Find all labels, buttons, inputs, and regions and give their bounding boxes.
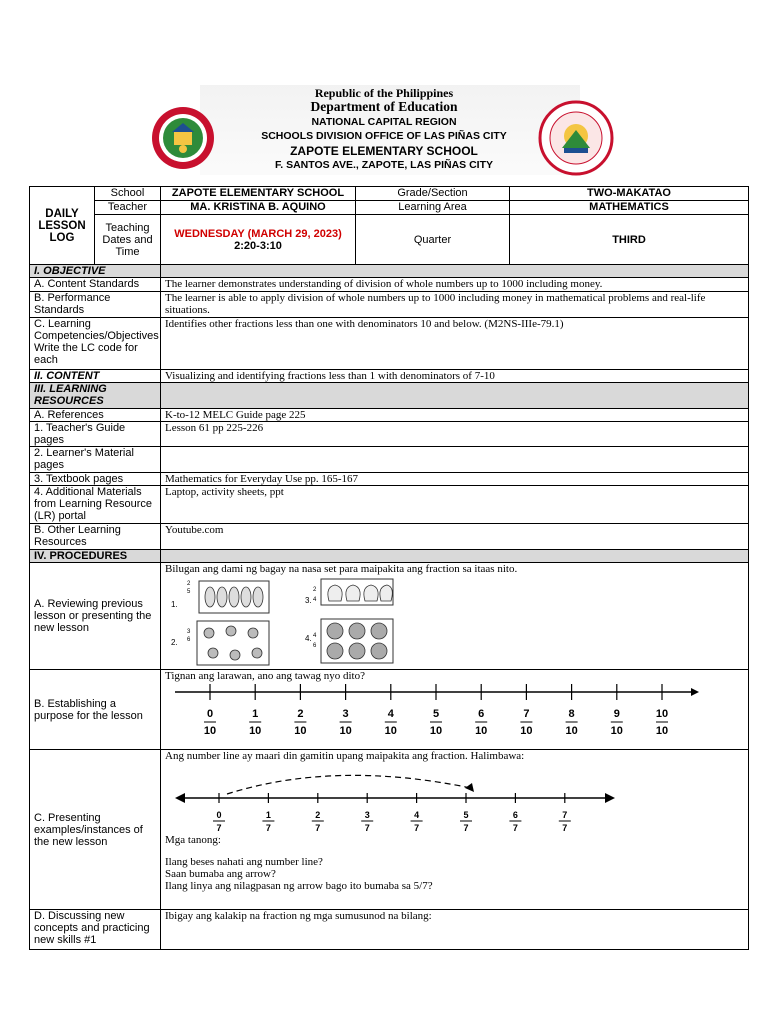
references-label: A. References <box>30 409 161 422</box>
fraction-denominator-9: 10 <box>610 725 623 737</box>
teacher-label: Teacher <box>95 201 161 215</box>
references-value: K-to-12 MELC Guide page 225 <box>161 409 749 422</box>
fraction-denominator-4: 7 <box>414 823 420 832</box>
fraction-numerator-9: 9 <box>613 708 620 720</box>
resources-heading: III. LEARNING RESOURCES <box>30 383 161 409</box>
content-value: Visualizing and identifying fractions less than 1 with denominators of 7-10 <box>161 370 749 383</box>
fraction-denominator-1: 10 <box>249 725 262 737</box>
additional-materials-value: Laptop, activity sheets, ppt <box>161 486 749 524</box>
fraction-denominator-0: 7 <box>216 823 222 832</box>
fraction-numerator-4: 4 <box>387 708 394 720</box>
fraction-denominator-6: 7 <box>512 823 518 832</box>
procedure-d-text: Ibigay ang kalakip na fraction ng mga sumusunod na bilang: <box>161 910 749 950</box>
item-3-denominator: 4 <box>313 597 317 603</box>
fraction-numerator-3: 3 <box>342 708 349 720</box>
area-label: Learning Area <box>356 201 510 215</box>
fraction-numerator-2: 2 <box>315 810 321 820</box>
fraction-numerator-7: 7 <box>562 810 568 820</box>
fraction-numerator-5: 5 <box>463 810 469 820</box>
number-line-arrowhead <box>691 688 699 696</box>
fraction-denominator-5: 10 <box>429 725 443 737</box>
fraction-denominator-2: 10 <box>294 725 307 737</box>
item-3-numerator: 2 <box>313 587 317 593</box>
fraction-numerator-2: 2 <box>297 708 304 720</box>
performance-standards-label: B. Performance Standards <box>30 292 161 318</box>
number-line-arrowhead-left <box>175 793 185 803</box>
procedure-b-content <box>161 670 749 750</box>
other-resources-value: Youtube.com <box>161 524 749 550</box>
set-1-objects <box>205 587 263 607</box>
fraction-denominator-7: 7 <box>562 823 568 832</box>
school-label: School <box>95 187 161 201</box>
fraction-sets-figure <box>165 575 425 667</box>
procedures-heading: IV. PROCEDURES <box>30 550 161 563</box>
quarter-label: Quarter <box>356 215 510 265</box>
fraction-numerator-6: 6 <box>512 810 518 820</box>
content-standards-label: A. Content Standards <box>30 278 161 292</box>
question-2: Saan bumaba ang arrow? <box>165 868 276 880</box>
content-standards-value: The learner demonstrates understanding of division of whole numbers up to 1000 including money. <box>161 278 749 292</box>
area-value: MATHEMATICS <box>510 201 749 215</box>
textbook-label: 3. Textbook pages <box>30 473 161 486</box>
fraction-numerator-0: 0 <box>206 708 214 720</box>
teachers-guide-value: Lesson 61 pp 225-226 <box>161 422 749 447</box>
republic-text: Republic of the Philippines <box>314 86 454 100</box>
item-2-numerator: 3 <box>187 629 191 635</box>
procedure-d-label: D. Discussing new concepts and practicing new skills #1 <box>30 910 161 950</box>
other-resources-label: B. Other Learning Resources <box>30 524 161 550</box>
fraction-denominator-3: 10 <box>339 725 352 737</box>
performance-standards-value: The learner is able to apply division of whole numbers up to 1000 including money in mathematical problems and real-life situations. <box>161 292 749 318</box>
time-value: 2:20-3:10 <box>234 239 282 252</box>
fraction-denominator-3: 7 <box>364 823 370 832</box>
fraction-numerator-1: 1 <box>252 708 259 720</box>
daily-lesson-log-label: DAILY LESSON LOG <box>30 187 95 265</box>
fraction-denominator-4: 10 <box>384 725 397 737</box>
fraction-numerator-1: 1 <box>265 810 271 820</box>
content-heading: II. CONTENT <box>30 370 161 383</box>
item-1-number: 1. <box>171 600 178 609</box>
number-line-arrowhead-right <box>605 793 615 803</box>
fraction-denominator-7: 10 <box>520 725 533 737</box>
fraction-denominator-8: 10 <box>565 725 578 737</box>
procedure-c-content <box>161 750 749 910</box>
fraction-denominator-1: 7 <box>265 823 271 832</box>
teacher-value: MA. KRISTINA B. AQUINO <box>161 201 356 215</box>
item-2-denominator: 6 <box>187 637 191 643</box>
fraction-denominator-5: 7 <box>463 823 469 832</box>
item-3-number: 3. <box>305 596 312 605</box>
item-4-numerator: 4 <box>313 633 317 639</box>
objective-heading: I. OBJECTIVE <box>30 265 161 278</box>
fraction-numerator-3: 3 <box>364 810 370 820</box>
item-1-numerator: 2 <box>187 581 191 587</box>
address-text: F. SANTOS AVE., ZAPOTE, LAS PIÑAS CITY <box>275 159 493 171</box>
competencies-value: Identifies other fractions less than one with denominators 10 and below. (M2NS-IIIe-79.1) <box>161 318 749 370</box>
procedure-c-label: C. Presenting examples/instances of the new lesson <box>30 750 161 910</box>
grade-value: TWO-MAKATAO <box>510 187 749 201</box>
date-time-cell <box>161 215 356 265</box>
school-name-text: ZAPOTE ELEMENTARY SCHOOL <box>290 144 478 158</box>
resources-heading-fill <box>161 383 749 409</box>
procedure-a-text: Bilugan ang dami ng bagay na nasa set para maipakita ang fraction sa itaas nito. <box>165 563 518 575</box>
procedure-b-text: Tignan ang larawan, ano ang tawag nyo dito? <box>165 670 365 682</box>
procedure-c-text: Ang number line ay maari din gamitin upang maipakita ang fraction. Halimbawa: <box>165 750 525 762</box>
fraction-denominator-10: 10 <box>655 725 669 737</box>
fraction-numerator-10: 10 <box>655 708 669 720</box>
department-text: Department of Education <box>310 99 458 114</box>
procedure-a-label: A. Reviewing previous lesson or presenting the new lesson <box>30 563 161 670</box>
fraction-denominator-2: 7 <box>315 823 321 832</box>
learners-material-label: 2. Learner's Material pages <box>30 447 161 473</box>
teachers-guide-label: 1. Teacher's Guide pages <box>30 422 161 447</box>
additional-materials-label: 4. Additional Materials from Learning Resource (LR) portal <box>30 486 161 524</box>
fraction-denominator-0: 10 <box>203 725 217 737</box>
fraction-denominator-6: 10 <box>475 725 488 737</box>
procedures-heading-fill <box>161 550 749 563</box>
number-line-sevenths <box>165 762 625 832</box>
item-4-denominator: 6 <box>313 643 317 649</box>
jump-arrowhead <box>465 783 474 792</box>
fraction-numerator-5: 5 <box>432 708 440 720</box>
jump-arrow <box>227 775 471 794</box>
procedure-b-label: B. Establishing a purpose for the lesson <box>30 670 161 750</box>
quarter-value: THIRD <box>510 215 749 265</box>
item-2-number: 2. <box>171 638 178 647</box>
school-value: ZAPOTE ELEMENTARY SCHOOL <box>161 187 356 201</box>
lesson-log-table <box>29 186 749 950</box>
date-value: WEDNESDAY (MARCH 29, 2023) <box>174 227 342 240</box>
fraction-numerator-0: 0 <box>216 810 222 820</box>
region-text: NATIONAL CAPITAL REGION <box>311 116 457 128</box>
question-3: Ilang linya ang nilagpasan ng arrow bago ito bumaba sa 5/7? <box>165 880 433 892</box>
dates-label: Teaching Dates and Time <box>95 215 161 265</box>
procedure-a-content <box>161 563 749 670</box>
questions-title: Mga tanong: <box>165 834 221 846</box>
question-1: Ilang beses nahati ang number line? <box>165 856 323 868</box>
textbook-value: Mathematics for Everyday Use pp. 165-167 <box>161 473 749 486</box>
item-1-denominator: 5 <box>187 589 191 595</box>
learners-material-value <box>161 447 749 473</box>
grade-label: Grade/Section <box>356 187 510 201</box>
fraction-numerator-7: 7 <box>523 708 530 720</box>
competencies-label: C. Learning Competencies/Objectives Write the LC code for each <box>30 318 161 370</box>
objective-heading-fill <box>161 265 749 278</box>
fraction-numerator-6: 6 <box>478 708 485 720</box>
fraction-numerator-8: 8 <box>568 708 575 720</box>
number-line-tenths <box>165 682 705 742</box>
fraction-numerator-4: 4 <box>414 810 420 820</box>
division-text: SCHOOLS DIVISION OFFICE OF LAS PIÑAS CITY <box>261 130 507 142</box>
item-4-number: 4. <box>305 634 312 643</box>
